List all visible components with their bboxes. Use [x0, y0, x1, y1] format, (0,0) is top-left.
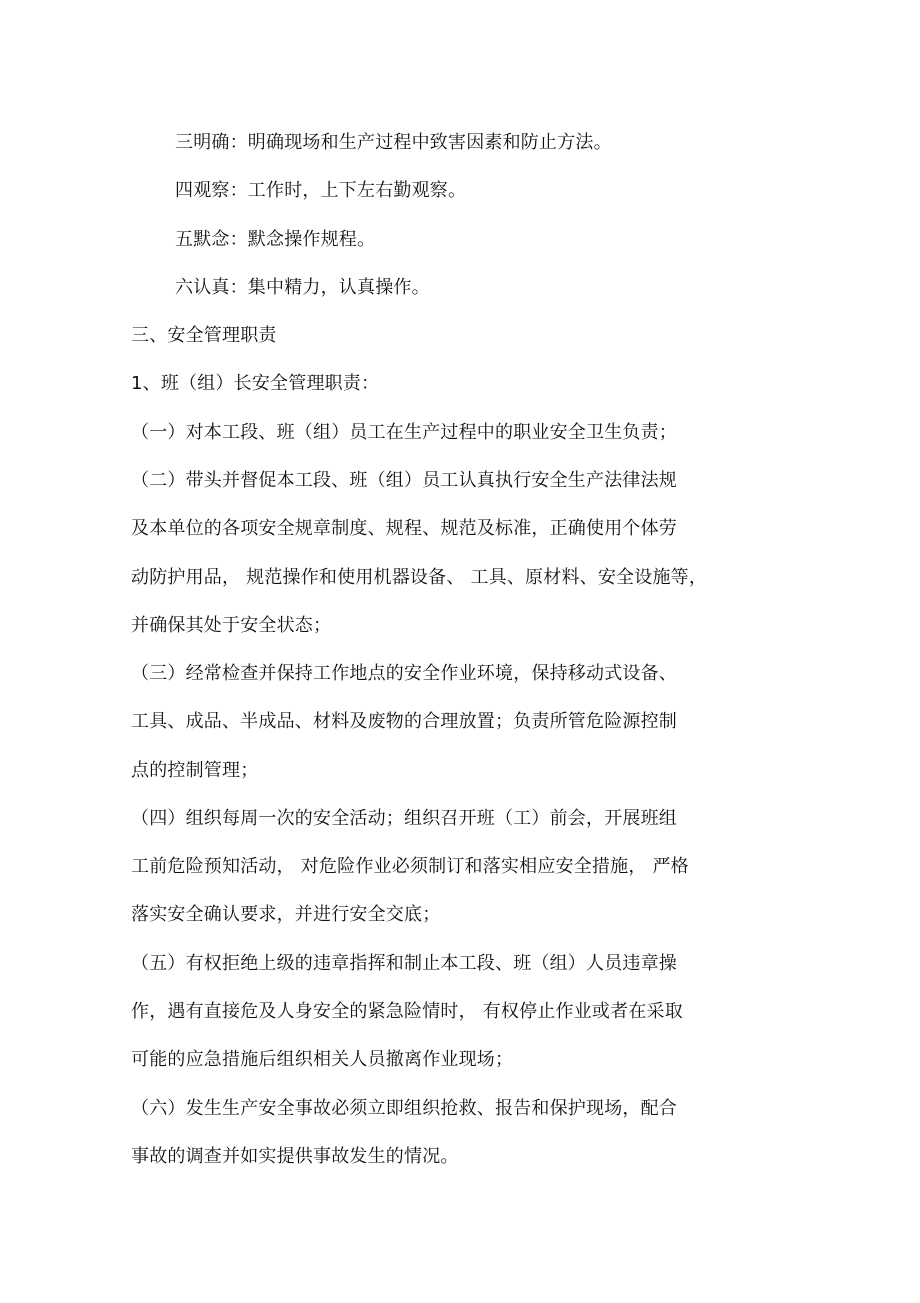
text-line: 工具、成品、半成品、材料及废物的合理放置；负责所管危险源控制: [131, 711, 677, 732]
text-line: 并确保其处于安全状态；: [131, 615, 332, 636]
text-line: 及本单位的各项安全规章制度、规程、规范及标准，正确使用个体劳: [131, 518, 677, 539]
section-heading: 三、安全管理职责: [131, 325, 277, 346]
text-line: 三明确：明确现场和生产过程中致害因素和防止方法。: [175, 132, 612, 153]
text-line: 四观察：工作时，上下左右勤观察。: [175, 180, 467, 201]
text-line: （一）对本工段、班（组）员工在生产过程中的职业安全卫生负责；: [131, 422, 677, 443]
text-line: 作，遇有直接危及人身安全的紧急险情时， 有权停止作业或者在采取: [131, 1001, 683, 1022]
text-line: 六认真：集中精力，认真操作。: [175, 277, 430, 298]
subsection-heading: 1、班（组）长安全管理职责：: [131, 373, 380, 394]
text-line: （二）带头并督促本工段、班（组）员工认真执行安全生产法律法规: [131, 470, 677, 491]
text-line: 落实安全确认要求，并进行安全交底；: [131, 904, 441, 925]
text-line: （六）发生生产安全事故必须立即组织抢救、报告和保护现场，配合: [131, 1098, 677, 1119]
text-line: 点的控制管理；: [131, 760, 259, 781]
text-line: 工前危险预知活动， 对危险作业必须制订和落实相应安全措施， 严格: [131, 856, 689, 877]
text-line: 动防护用品， 规范操作和使用机器设备、 工具、原材料、安全设施等，: [131, 567, 708, 588]
text-line: 可能的应急措施后组织相关人员撤离作业现场；: [131, 1049, 514, 1070]
text-line: （五）有权拒绝上级的违章指挥和制止本工段、班（组）人员违章操: [131, 953, 677, 974]
text-line: 事故的调查并如实提供事故发生的情况。: [131, 1146, 459, 1167]
text-line: （三）经常检查并保持工作地点的安全作业环境，保持移动式设备、: [131, 663, 677, 684]
text-line: 五默念：默念操作规程。: [175, 229, 376, 250]
text-line: （四）组织每周一次的安全活动；组织召开班（工）前会，开展班组: [131, 808, 677, 829]
